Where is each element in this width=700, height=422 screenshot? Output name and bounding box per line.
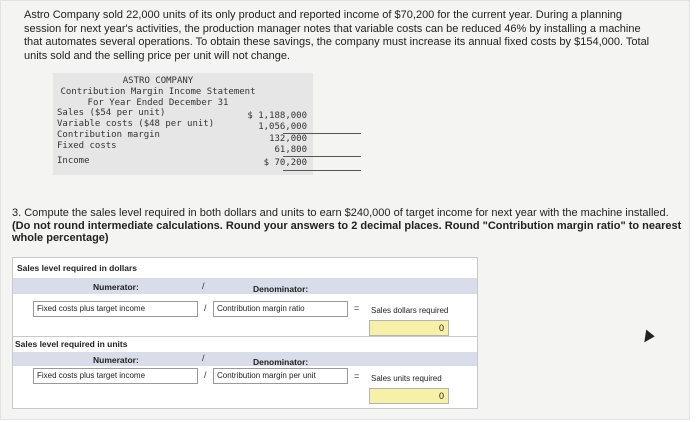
dollars-numerator-header: Numerator: xyxy=(93,282,139,292)
units-equals-symbol: = xyxy=(354,371,360,381)
units-section-label: Sales level required in units xyxy=(15,339,128,349)
row-sales-label: Sales ($54 per unit) xyxy=(57,108,166,118)
row-fixed-label: Fixed costs xyxy=(57,141,117,151)
section-divider xyxy=(13,336,477,337)
units-divide-symbol: / xyxy=(204,370,207,380)
dollars-header-band xyxy=(13,278,477,294)
statement-title: Contribution Margin Income Statement xyxy=(60,87,256,97)
statement-double-underline xyxy=(283,170,361,171)
statement-underline xyxy=(283,156,361,157)
calculation-table xyxy=(12,257,478,409)
dollars-denominator-input[interactable]: Contribution margin ratio xyxy=(213,301,348,317)
dollars-equals-symbol: = xyxy=(354,303,360,313)
dollars-numerator-input[interactable]: Fixed costs plus target income xyxy=(33,301,198,317)
units-denominator-header: Denominator: xyxy=(253,357,309,367)
question-text: 3. Compute the sales level required in both dollars and units to earn $240,000 of target income for next year with the machine installed. xyxy=(12,207,669,219)
units-numerator-input[interactable]: Fixed costs plus target income xyxy=(33,368,198,384)
units-divide-symbol-header: / xyxy=(202,353,205,363)
sales-dollars-result[interactable]: 0 xyxy=(369,320,449,336)
row-sales-value: $ 1,188,000 xyxy=(247,111,307,121)
dollars-divide-symbol-header: / xyxy=(202,281,205,291)
row-variable-value: 1,056,000 xyxy=(258,122,307,132)
dollars-section-label: Sales level required in dollars xyxy=(17,263,137,273)
units-denominator-input[interactable]: Contribution margin per unit xyxy=(213,368,348,384)
units-header-band xyxy=(13,352,477,366)
problem-intro: Astro Company sold 22,000 units of its only product and reported income of $70,200 for the current year. During a planning session for next year's activities, the production manager notes that variable costs can be reduced 46% by installing a machine that automates several operations. To obtain these savings, the company must increase its annual fixed costs by $154,000. Total units sold and the selling price per unit will not change. xyxy=(24,9,650,62)
mouse-cursor-icon xyxy=(639,328,654,343)
sales-dollars-label: Sales dollars required xyxy=(371,306,449,315)
dollars-divide-symbol: / xyxy=(204,303,207,313)
statement-period: For Year Ended December 31 xyxy=(87,98,229,108)
row-cm-label: Contribution margin xyxy=(57,130,160,140)
statement-company: ASTRO COMPANY xyxy=(122,76,194,86)
row-income-value: $ 70,200 xyxy=(263,158,307,168)
units-numerator-header: Numerator: xyxy=(93,355,139,365)
dollars-denominator-header: Denominator: xyxy=(253,284,309,294)
question-instruction: (Do not round intermediate calculations. Round your answers to 2 decimal places. Round "Contribution margin ratio" to nearest whole percentage) xyxy=(12,219,682,244)
row-variable-label: Variable costs ($48 per unit) xyxy=(57,119,215,129)
sales-units-result[interactable]: 0 xyxy=(369,388,449,404)
question-3 xyxy=(12,207,682,245)
row-fixed-value: 61,800 xyxy=(274,145,307,155)
income-statement xyxy=(53,73,313,175)
row-cm-value: 132,000 xyxy=(269,134,307,144)
row-income-label: Income xyxy=(57,156,90,166)
sales-units-label: Sales units required xyxy=(371,374,442,383)
